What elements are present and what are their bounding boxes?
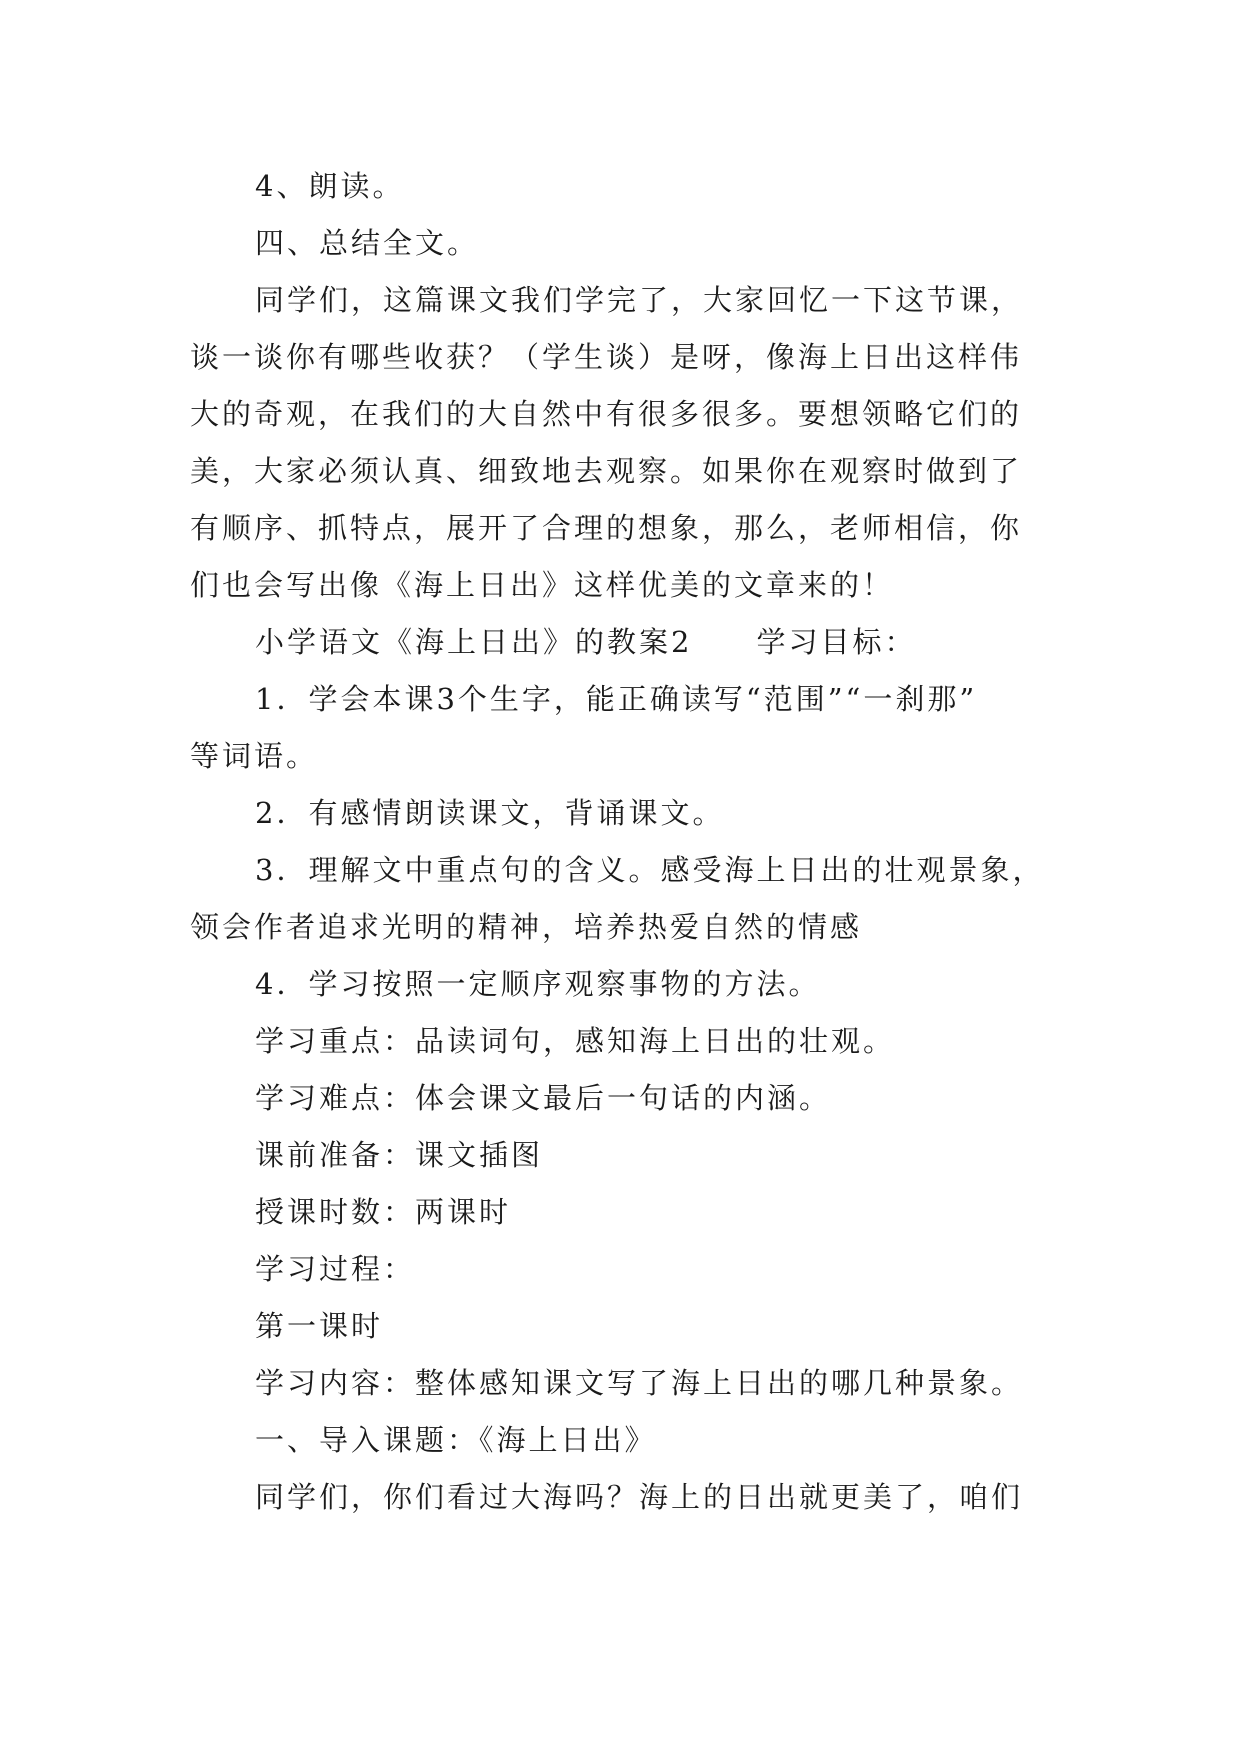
text-line: 第一课时: [255, 1309, 384, 1343]
text-line: 授课时数：两课时: [255, 1195, 512, 1229]
text-line: 课前准备：课文插图: [255, 1138, 544, 1172]
text-line: 1．学会本课3个生字，能正确读写“范围”“一刹那”: [255, 682, 978, 716]
lesson-title: 小学语文《海上日出》的教案2 学习目标：: [255, 625, 917, 659]
text-line: 同学们，这篇课文我们学完了，大家回忆一下这节课，: [255, 283, 1024, 317]
text-line: 谈一谈你有哪些收获？（学生谈）是呀，像海上日出这样伟: [190, 340, 1023, 374]
text-line: 学习重点：品读词句，感知海上日出的壮观。: [255, 1024, 896, 1058]
text-line: 学习难点：体会课文最后一句话的内涵。: [255, 1081, 832, 1115]
text-line: 3．理解文中重点句的含义。感受海上日出的壮观景象，: [255, 853, 1045, 887]
text-line: 学习内容：整体感知课文写了海上日出的哪几种景象。: [255, 1366, 1024, 1400]
text-line: 4、朗读。: [255, 169, 405, 203]
text-line: 美，大家必须认真、细致地去观察。如果你在观察时做到了: [190, 454, 1023, 488]
text-line: 学习过程：: [255, 1252, 416, 1286]
text-line: 有顺序、抓特点，展开了合理的想象，那么，老师相信，你: [190, 511, 1023, 545]
section-heading: 四、总结全文。: [255, 226, 480, 260]
text-line: 们也会写出像《海上日出》这样优美的文章来的！: [190, 568, 895, 602]
text-line: 大的奇观，在我们的大自然中有很多很多。要想领略它们的: [190, 397, 1023, 431]
text-line: 等词语。: [190, 739, 319, 773]
text-line: 4．学习按照一定顺序观察事物的方法。: [255, 967, 821, 1001]
text-line: 领会作者追求光明的精神，培养热爱自然的情感: [190, 910, 863, 944]
section-heading: 一、导入课题：《海上日出》: [255, 1423, 657, 1457]
text-line: 同学们，你们看过大海吗？海上的日出就更美了，咱们: [255, 1480, 1024, 1514]
text-line: 2．有感情朗读课文，背诵课文。: [255, 796, 725, 830]
